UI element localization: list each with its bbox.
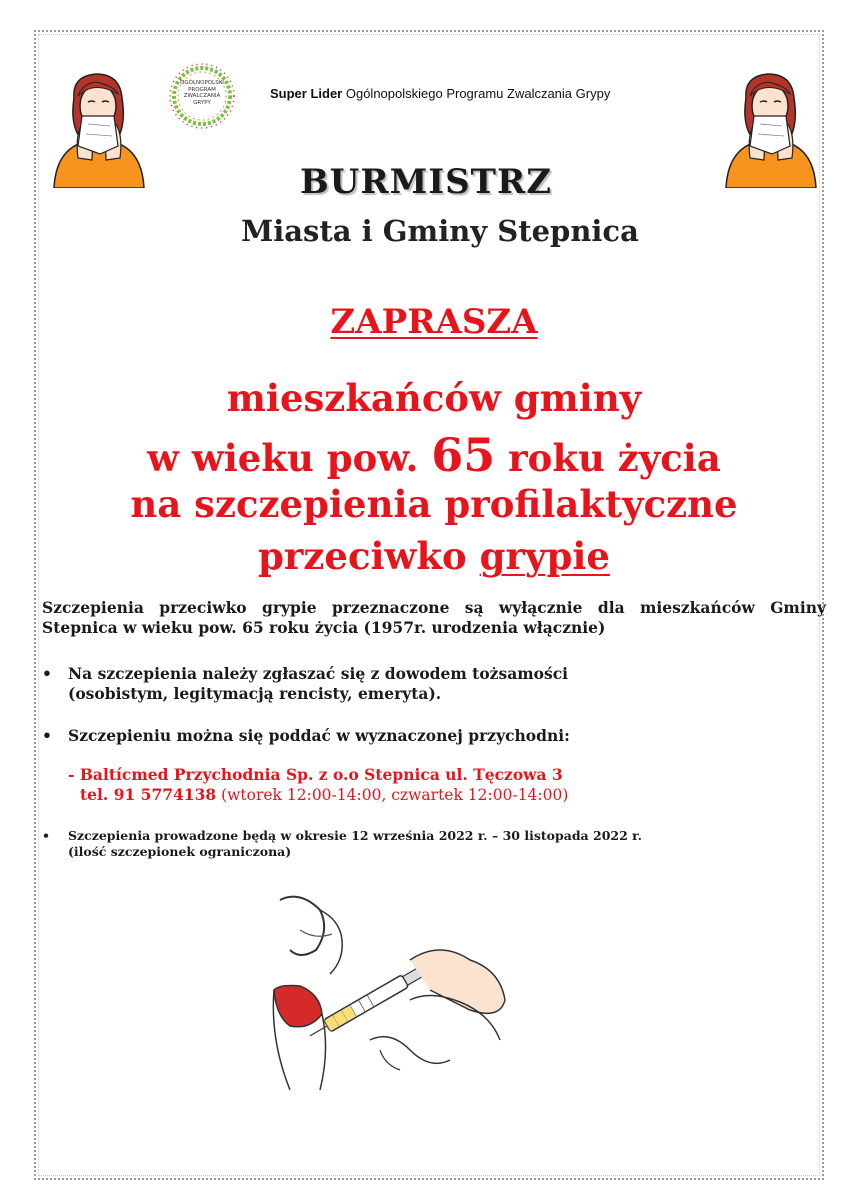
invite-line-4-pre: przeciwko xyxy=(258,534,467,578)
bullet-text: Szczepieniu można się poddać w wyznaczonej przychodni: xyxy=(68,726,570,745)
clinic-address xyxy=(68,765,828,785)
eligibility-paragraph: Szczepienia przeciwko grypie przeznaczone są wyłącznie dla mieszkańców Gminy Stepnica w wieku pow. 65 roku życia (1957r. urodzenia włącznie) xyxy=(42,598,826,637)
bullet-dot: • xyxy=(42,664,52,683)
page-title: BURMISTRZ xyxy=(299,162,553,202)
clinic-contact xyxy=(68,785,828,805)
invite-line-4 xyxy=(0,534,852,578)
invite-line-1: mieszkańców gminy xyxy=(226,376,642,420)
bullet-line: (osobistym, legitymacją rencisty, emeryta). xyxy=(68,684,442,703)
invite-line-3: na szczepienia profilaktyczne xyxy=(130,482,738,526)
invite-word: ZAPRASZA xyxy=(330,302,538,342)
bullet-dot: • xyxy=(42,828,50,843)
invite-line-2-post: roku życia xyxy=(508,436,721,480)
invite-line-2-pre: w wieku pow. xyxy=(147,436,419,480)
flu-program-logo-icon xyxy=(168,58,236,134)
bullet-line: Szczepienia prowadzone będą w okresie 12 września 2022 r. – 30 listopada 2022 r. xyxy=(68,828,642,843)
logo-text-line: OGÓLNOPOLSKI xyxy=(180,80,224,86)
bullet-text xyxy=(68,664,808,704)
invite-line-4-underlined: grypie xyxy=(479,534,610,578)
bullet-dot: • xyxy=(42,726,52,745)
logo-text-line: ZWALCZANIA xyxy=(183,93,221,99)
logo-text xyxy=(168,80,236,106)
header-rest: Ogólnopolskiego Programu Zwalczania Grypy xyxy=(342,86,611,101)
page-subtitle: Miasta i Gminy Stepnica xyxy=(241,214,639,248)
clinic-info xyxy=(68,765,828,805)
program-header xyxy=(270,86,610,101)
header-bold: Super Lider xyxy=(270,86,343,101)
clinic-hours: (wtorek 12:00-14:00, czwartek 12:00-14:00) xyxy=(216,786,569,804)
bullet-text xyxy=(68,828,808,860)
logo-text-line: PROGRAM xyxy=(188,86,216,93)
invite-line-2 xyxy=(0,428,852,482)
logo-text-line: GRYPY xyxy=(193,99,211,106)
clinic-phone: tel. 91 5774138 xyxy=(80,785,217,804)
age-number: 65 xyxy=(431,428,496,482)
bullet-line: Na szczepienia należy zgłaszać się z dowodem tożsamości xyxy=(68,664,569,683)
invite-heading xyxy=(0,302,852,342)
clinic-address-text: - Baltícmed Przychodnia Sp. z o.o Stepnica ul. Tęczowa 3 xyxy=(68,765,563,784)
vaccination-illustration-icon xyxy=(260,890,510,1100)
bullet-line: (ilość szczepionek ograniczona) xyxy=(68,844,292,859)
